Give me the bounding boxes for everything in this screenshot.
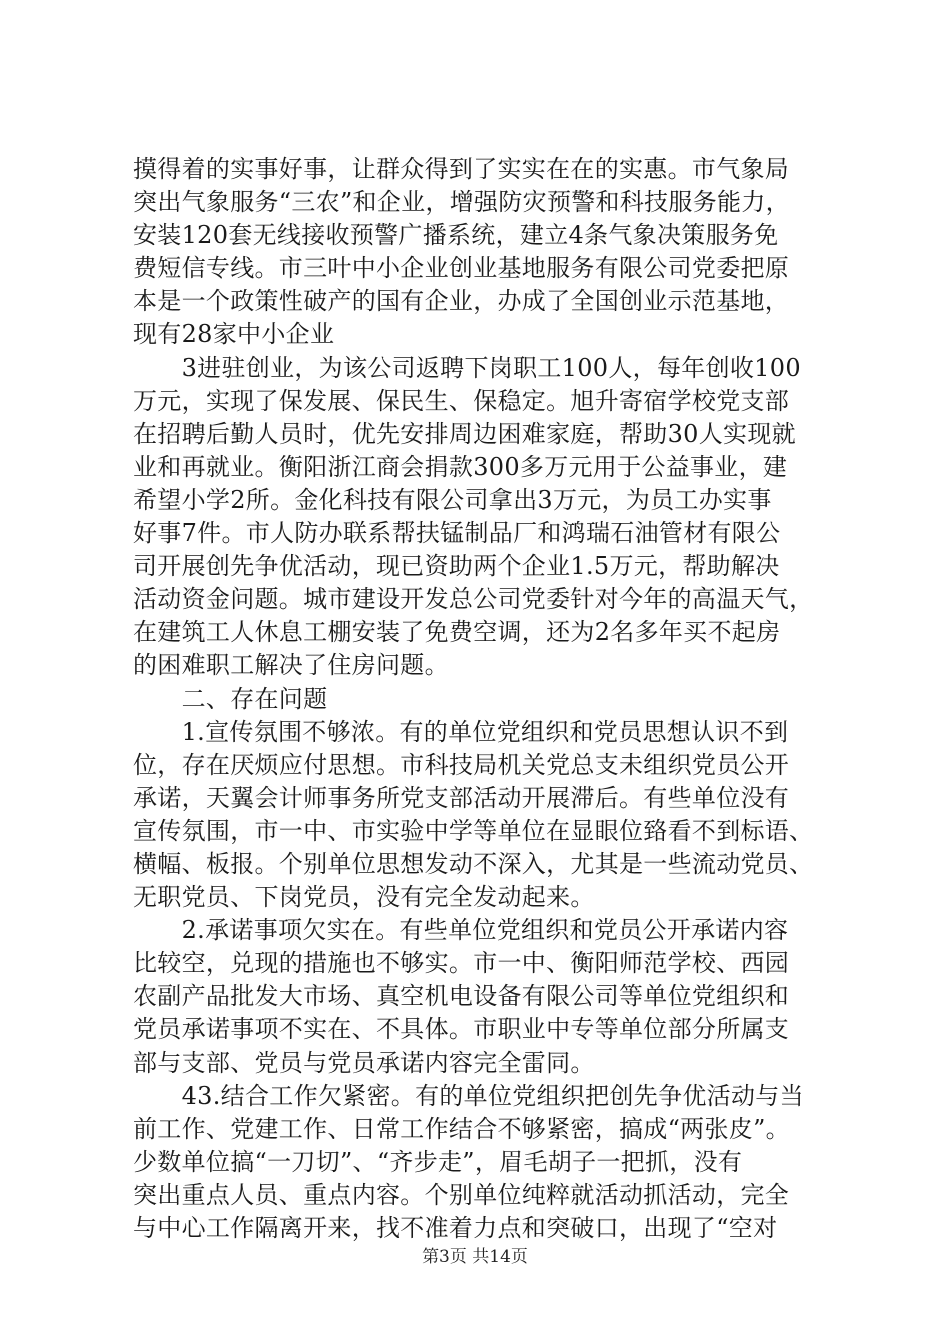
text-line: 位，存在厌烦应付思想。市科技局机关党总支未组织党员公开 [133, 750, 790, 779]
page-footer: 第3页 共14页 [422, 1247, 528, 1267]
text-line: 活动资金问题。城市建设开发总公司党委针对今年的高温天气， [133, 585, 814, 614]
text-line: 希望小学2所。金化科技有限公司拿出3万元，为员工办实事 [133, 485, 772, 514]
text-line: 摸得着的实事好事，让群众得到了实实在在的实惠。市气象局 [133, 155, 790, 183]
document-body [133, 153, 833, 1245]
text-line: 承诺，天翼会计师事务所党支部活动开展滞后。有些单位没有 [133, 783, 790, 812]
text-line: 安装120套无线接收预警广播系统，建立4条气象决策服务免 [133, 221, 779, 250]
text-line: 党员承诺事项不实在、不具体。市职业中专等单位部分所属支 [133, 1015, 790, 1044]
text-line: 2.承诺事项欠实在。有些单位党组织和党员公开承诺内容 [133, 916, 789, 945]
text-line: 横幅、板报。个别单位思想发动不深入，尤其是一些流动党员、 [133, 849, 814, 878]
text-line: 部与支部、党员与党员承诺内容完全雷同。 [133, 1048, 595, 1077]
text-line: 宣传氛围，市一中、市实验中学等单位在显眼位臵看不到标语、 [133, 816, 814, 845]
text-line: 无职党员、下岗党员，没有完全发动起来。 [133, 883, 595, 912]
text-line: 比较空，兑现的措施也不够实。市一中、衡阳师范学校、西园 [133, 949, 790, 978]
text-line: 现有28家中小企业 [133, 320, 335, 349]
text-line: 3进驻创业，为该公司返聘下岗职工100人，每年创收100 [133, 353, 801, 382]
text-line: 在建筑工人休息工棚安装了免费空调，还为2名多年买不起房 [133, 618, 781, 647]
text-line: 少数单位搞“一刀切”、“齐步走”，眉毛胡子一把抓，没有 [133, 1147, 743, 1176]
text-line: 好事7件。市人防办联系帮扶锰制品厂和鸿瑞石油管材有限公 [133, 519, 781, 548]
text-line: 万元，实现了保发展、保民生、保稳定。旭升寄宿学校党支部 [133, 386, 790, 415]
text-line: 业和再就业。衡阳浙江商会捐款300多万元用于公益事业，建 [133, 452, 788, 481]
text-line: 本是一个政策性破产的国有企业，办成了全国创业示范基地， [133, 287, 790, 316]
text-line: 二、存在问题 [133, 684, 328, 713]
text-line: 的困难职工解决了住房问题。 [133, 651, 449, 680]
text-line: 司开展创先争优活动，现已资助两个企业1.5万元，帮助解决 [133, 552, 780, 581]
text-line: 前工作、党建工作、日常工作结合不够紧密，搞成“两张皮”。 [133, 1114, 790, 1143]
text-line: 突出气象服务“三农”和企业，增强防灾预警和科技服务能力， [133, 188, 790, 217]
text-line: 与中心工作隔离开来，找不准着力点和突破口，出现了“空对 [133, 1214, 778, 1242]
text-line: 1.宣传氛围不够浓。有的单位党组织和党员思想认识不到 [133, 717, 789, 746]
text-line: 农副产品批发大市场、真空机电设备有限公司等单位党组织和 [133, 982, 790, 1011]
text-line: 费短信专线。市三叶中小企业创业基地服务有限公司党委把原 [133, 254, 790, 283]
text-line: 突出重点人员、重点内容。个别单位纯粹就活动抓活动，完全 [133, 1180, 790, 1209]
text-line: 43.结合工作欠紧密。有的单位党组织把创先争优活动与当 [133, 1081, 804, 1110]
text-line: 在招聘后勤人员时，优先安排周边困难家庭，帮助30人实现就 [133, 419, 796, 448]
